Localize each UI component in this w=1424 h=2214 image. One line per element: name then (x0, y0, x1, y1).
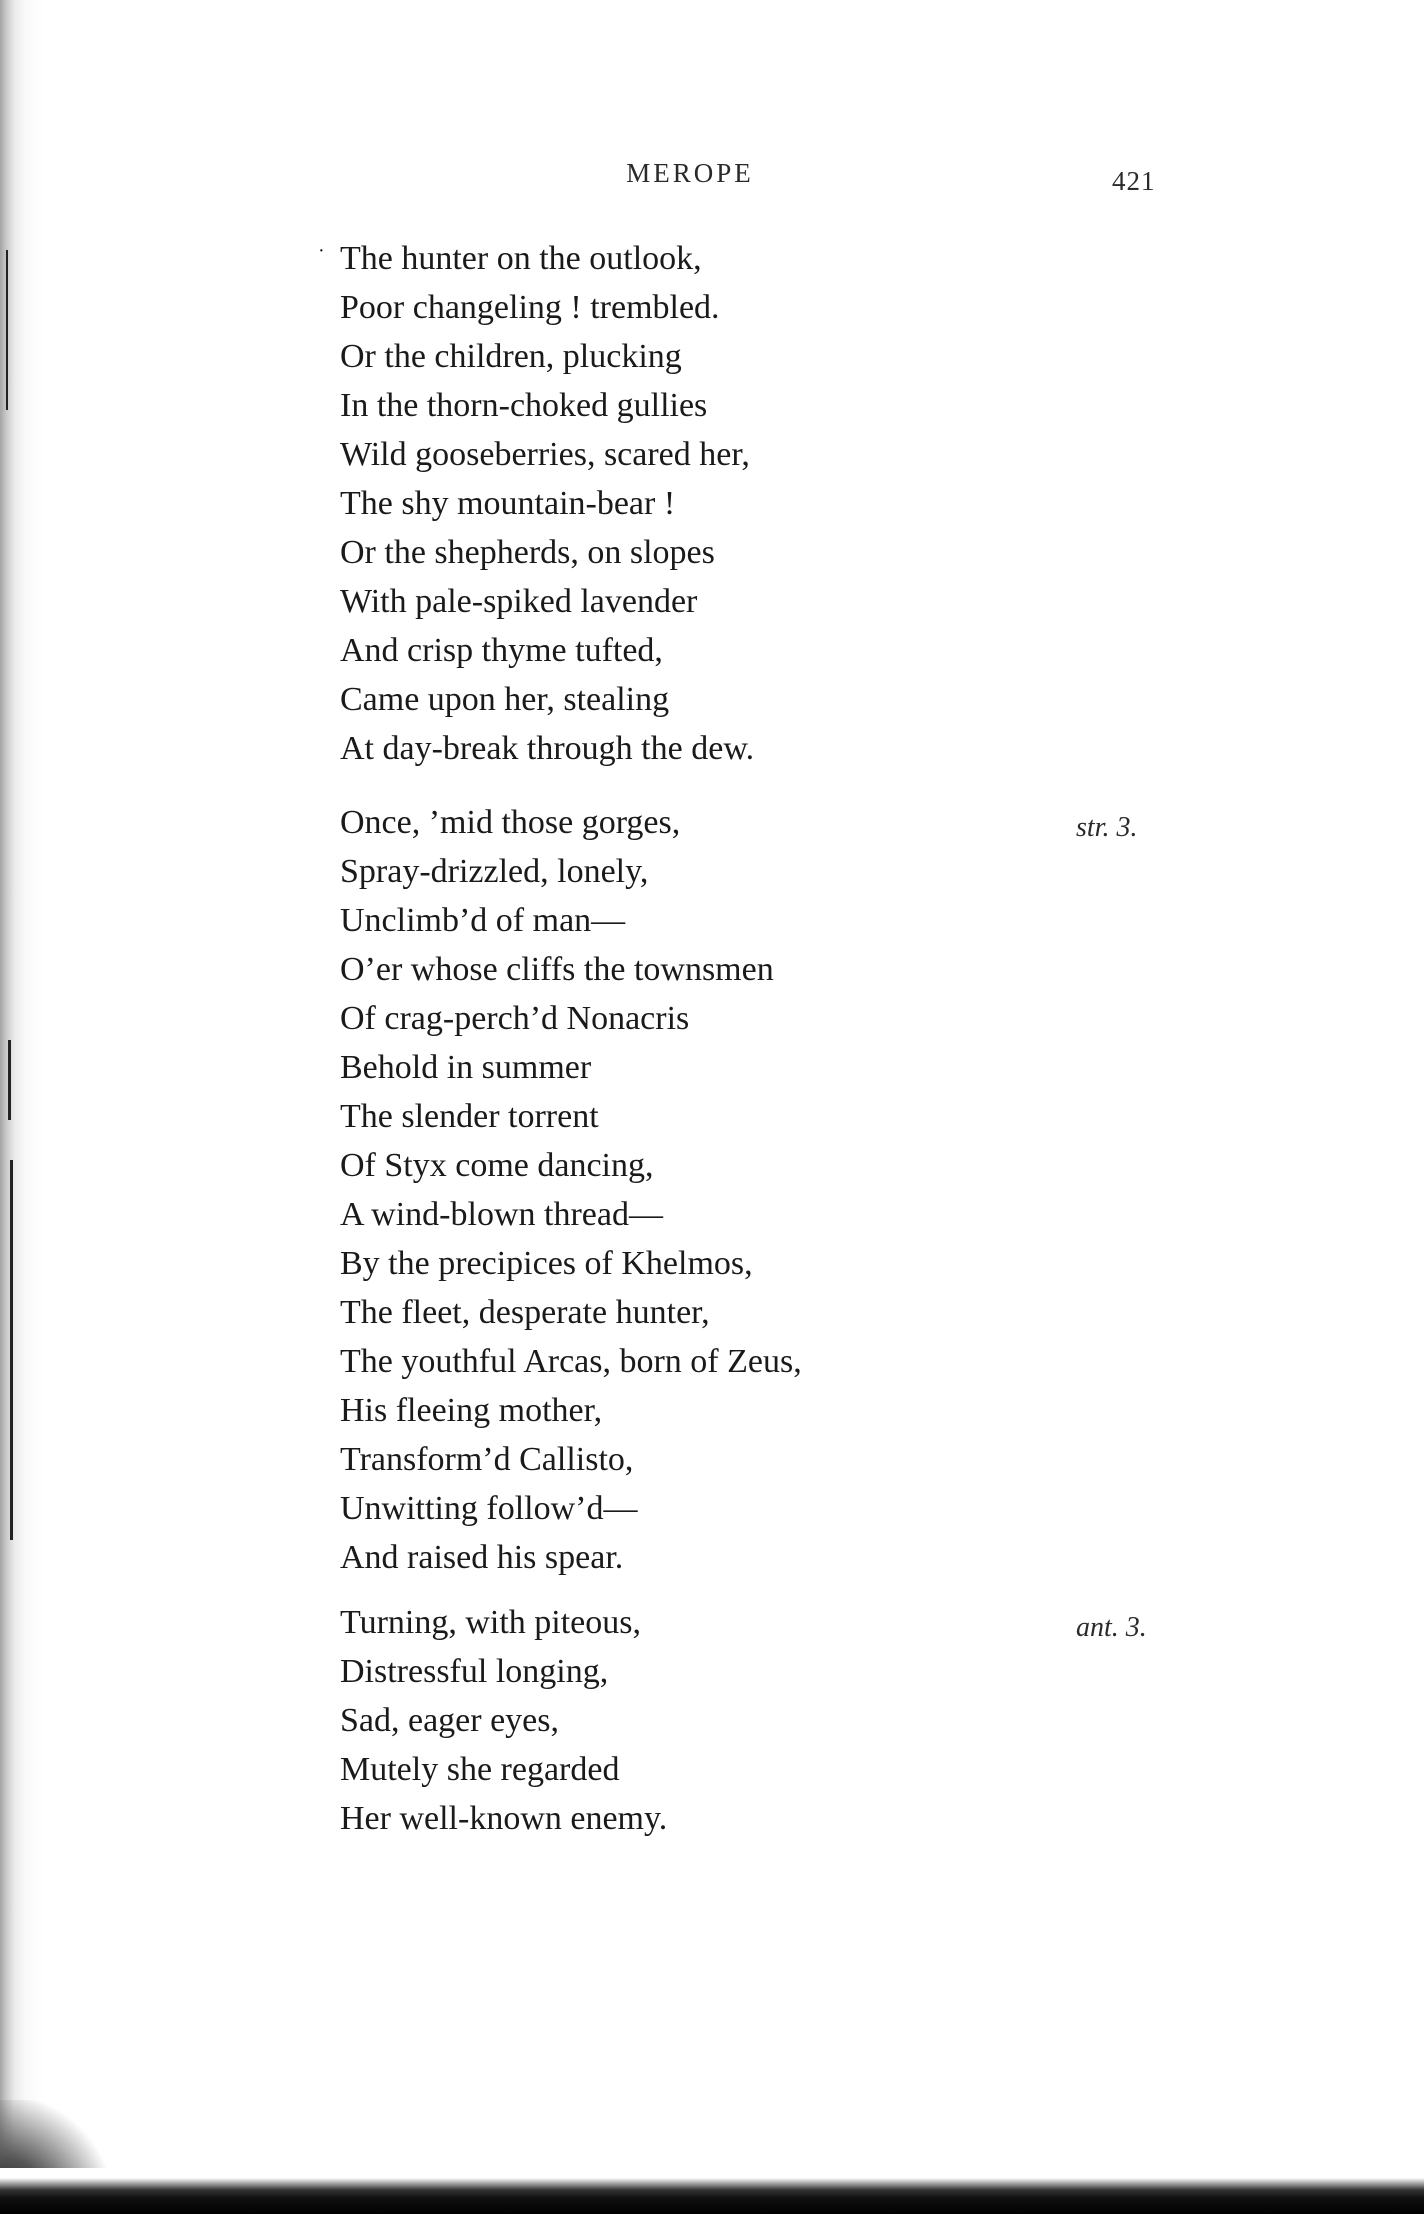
strophe-note: str. 3. (1076, 812, 1138, 843)
verse-line: Unwitting follow’d— (340, 1490, 638, 1527)
stanza-3 (340, 1598, 1160, 1843)
verse-line: His fleeing mother, (340, 1392, 603, 1429)
verse-line: Mutely she regarded (340, 1751, 620, 1788)
verse-line: Poor changeling ! trembled. (340, 289, 720, 326)
verse-line: Unclimb’d of man— (340, 902, 626, 939)
binding-mark (10, 1160, 13, 1540)
verse-line: Behold in summer (340, 1049, 592, 1086)
verse-line: Or the shepherds, on slopes (340, 534, 715, 571)
verse-line: In the thorn-choked gullies (340, 387, 708, 424)
binding-mark (6, 250, 8, 410)
verse-line: Transform’d Callisto, (340, 1441, 634, 1478)
verse-line: By the precipices of Khelmos, (340, 1245, 753, 1282)
verse-line: At day-break through the dew. (340, 730, 755, 767)
stanza-2 (340, 798, 1160, 1582)
verse-line: With pale-spiked lavender (340, 583, 698, 620)
verse-line: And raised his spear. (340, 1539, 624, 1576)
page-number: 421 (1112, 166, 1156, 196)
verse-line: Distressful longing, (340, 1653, 609, 1690)
running-head (0, 158, 1424, 189)
verse-line: The fleet, desperate hunter, (340, 1294, 710, 1331)
verse-line: The slender torrent (340, 1098, 599, 1135)
stanza-1 (340, 234, 1160, 773)
verse-line: Sad, eager eyes, (340, 1702, 560, 1739)
verse-line: The hunter on the outlook, (340, 240, 702, 277)
verse-line: Or the children, plucking (340, 338, 682, 375)
page-bottom-edge (0, 2168, 1424, 2214)
verse-line: Turning, with piteous, (340, 1604, 642, 1641)
antistrophe-note: ant. 3. (1076, 1612, 1147, 1643)
verse-line: Wild gooseberries, scared her, (340, 436, 750, 473)
verse-line: And crisp thyme tufted, (340, 632, 663, 669)
margin-mark: · (318, 240, 325, 262)
verse-line: A wind-blown thread— (340, 1196, 663, 1233)
running-title: MEROPE (626, 158, 754, 188)
verse-line: Spray-drizzled, lonely, (340, 853, 649, 890)
verse-line: The youthful Arcas, born of Zeus, (340, 1343, 802, 1380)
verse-line: Once, ’mid those gorges, (340, 804, 681, 841)
verse-line: Of Styx come dancing, (340, 1147, 654, 1184)
binding-mark (8, 1040, 11, 1120)
verse-line: Came upon her, stealing (340, 681, 670, 718)
verse-line: The shy mountain-bear ! (340, 485, 676, 522)
verse-line: O’er whose cliffs the townsmen (340, 951, 774, 988)
verse-line: Of crag-perch’d Nonacris (340, 1000, 690, 1037)
verse-line: Her well-known enemy. (340, 1800, 668, 1837)
